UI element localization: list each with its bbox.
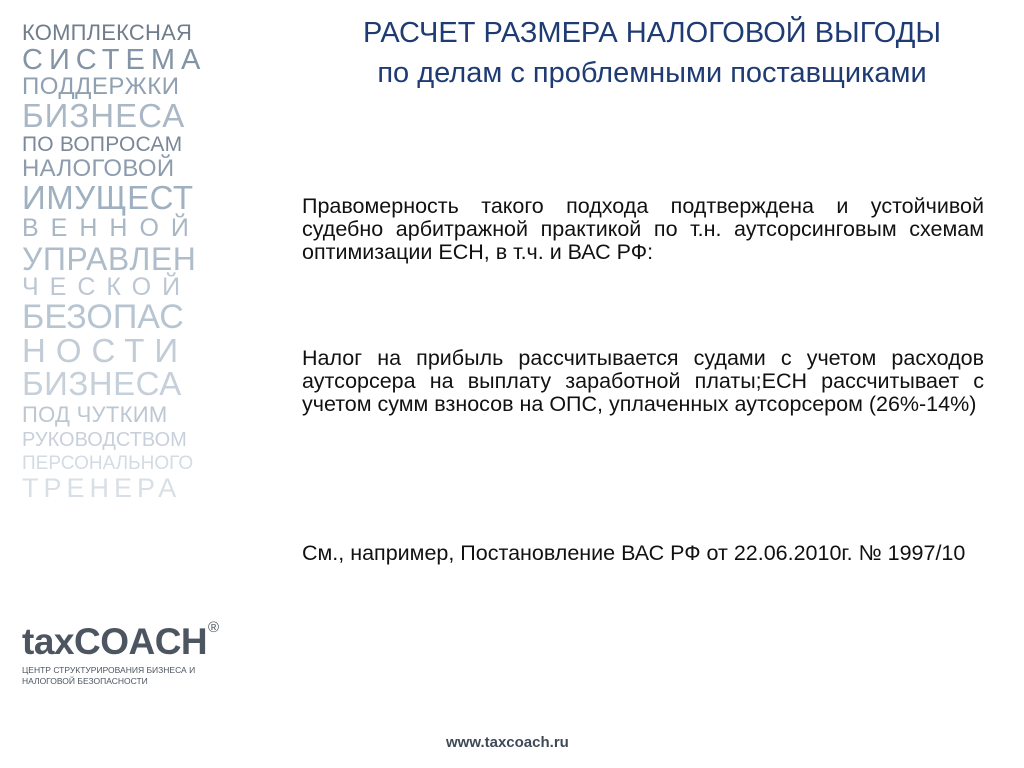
website-link[interactable]: www.taxcoach.ru [446, 734, 569, 751]
registered-trademark-icon: ® [208, 619, 220, 636]
body-paragraph: См., например, Постановление ВАС РФ от 22.06.2010г. № 1997/10 [302, 541, 966, 565]
sidebar-line: УПРАВЛЕН [22, 241, 197, 277]
sidebar-line: НОСТИ [22, 332, 189, 369]
sidebar-line: ТРЕНЕРА [22, 473, 182, 503]
sidebar-line: БИЗНЕСА [22, 365, 182, 402]
logo-mark [22, 620, 222, 664]
sidebar-line: НАЛОГОВОЙ [22, 155, 175, 182]
sidebar-line: ПЕРСОНАЛЬНОГО [22, 453, 194, 474]
body-paragraph: Правомерность такого подхода подтверждена и устойчивой судебно арбитражной практикой по т.н. аутсорсинговым схемам оптимизации ЕСН, в т.ч. и ВАС РФ: [302, 194, 984, 264]
sidebar-line: СИСТЕМА [22, 44, 207, 76]
sidebar-line: РУКОВОДСТВОМ [22, 429, 187, 451]
sidebar-line: БИЗНЕСА [22, 97, 186, 134]
sidebar-line: ПОДДЕРЖКИ [22, 73, 180, 100]
sidebar-line: ЧЕСКОЙ [22, 273, 192, 301]
taxcoach-logo [22, 620, 222, 687]
sidebar-line: ПОД ЧУТКИМ [22, 402, 168, 427]
sidebar-line: ПО ВОПРОСАМ [22, 133, 183, 156]
body-paragraph: Налог на прибыль рассчитывается судами с учетом расходов аутсорсера на выплату заработной платы;ЕСН рассчитывает с учетом сумм взносов на ОПС, уплаченных аутсорсером (26%-14%) [302, 346, 984, 416]
logo-tagline [22, 665, 222, 687]
sidebar-line: БЕЗОПАС [22, 298, 184, 336]
logo-tagline-line: НАЛОГОВОЙ БЕЗОПАСНОСТИ [22, 676, 148, 686]
sidebar-line: КОМПЛЕКСНАЯ [22, 20, 193, 45]
page-subtitle: по делам с проблемными поставщиками [377, 57, 927, 89]
logo-tagline-line: ЦЕНТР СТРУКТУРИРОВАНИЯ БИЗНЕСА И [22, 665, 196, 675]
page-title: РАСЧЕТ РАЗМЕРА НАЛОГОВОЙ ВЫГОДЫ [362, 17, 942, 49]
logo-wordmark: taxCOACH [22, 621, 208, 662]
sidebar-slogan [22, 22, 214, 502]
sidebar-line: ИМУЩЕСТ [22, 179, 194, 216]
sidebar-line: ВЕННОЙ [22, 214, 201, 242]
